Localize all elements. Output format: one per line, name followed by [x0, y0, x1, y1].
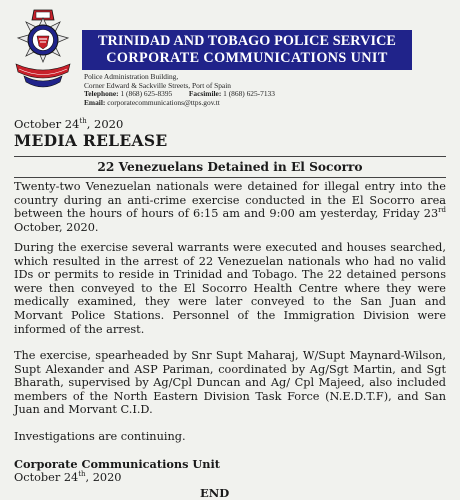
police-crest-icon — [10, 6, 76, 102]
facsimile-value: 1 (868) 625-7133 — [223, 89, 275, 99]
paragraph-3: The exercise, spearheaded by Snr Supt Maharaj, W/Supt Maynard-Wilson, Supt Alexander and ASP Pariman, coordinated by Ag/Sgt Martin, and Sgt Bharath, supervised by Ag/Cpl Duncan and Ag/ Cpl Majeed, also included members of the North Eastern Division Task Force (N.E.D.T.F), and San Juan and Morvant C.I.D. — [14, 349, 446, 417]
paragraph-1: Twenty-two Venezuelan nationals were detained for illegal entry into the country during an anti-crime exercise conducted in the El Socorro area between the hours of hours of 6:15 am and 9:00 am yesterday, Friday 23rd October, 2020. — [14, 180, 446, 234]
signature-unit: Corporate Communications Unit — [14, 457, 220, 471]
telephone-value: 1 (868) 625-8395 — [120, 89, 173, 99]
email-value[interactable]: corporatecommunications@ttps.gov.tt — [107, 97, 220, 107]
facsimile-label: Facsimile: — [188, 89, 222, 99]
telephone-label: Telephone: — [84, 89, 119, 99]
address-line2: Corner Edward & Sackville Streets, Port of Spain — [84, 80, 231, 90]
release-headline: 22 Venezuelans Detained in El Socorro — [14, 156, 446, 178]
paragraph-2: During the exercise several warrants were executed and houses searched, which resulted in the arrest of 22 Venezuelan nationals who had no valid IDs or permits to reside in Trinidad and Tobago. The 22 detained persons were then conveyed to the El Socorro Health Centre where they were medically examined, they were later conveyed to the San Juan and Morvant Police Stations. Personnel of the Immigration Division were informed of the arrest. — [14, 241, 446, 336]
header-title-line1: TRINIDAD AND TOBAGO POLICE SERVICE — [97, 33, 396, 49]
contact-email-row — [84, 99, 414, 108]
header-title-line2: CORPORATE COMMUNICATIONS UNIT — [106, 50, 388, 66]
end-marker: END — [200, 486, 230, 500]
email-label: Email: — [84, 97, 106, 107]
media-release-heading: MEDIA RELEASE — [14, 131, 168, 150]
header-title-bar — [82, 30, 412, 70]
address-block — [84, 73, 414, 107]
address-line1: Police Administration Building, — [84, 72, 179, 81]
release-date-bottom: October 24th, 2020 — [14, 470, 122, 484]
release-date-top: October 24th, 2020 — [14, 117, 124, 131]
paragraph-4: Investigations are continuing. — [14, 430, 186, 443]
